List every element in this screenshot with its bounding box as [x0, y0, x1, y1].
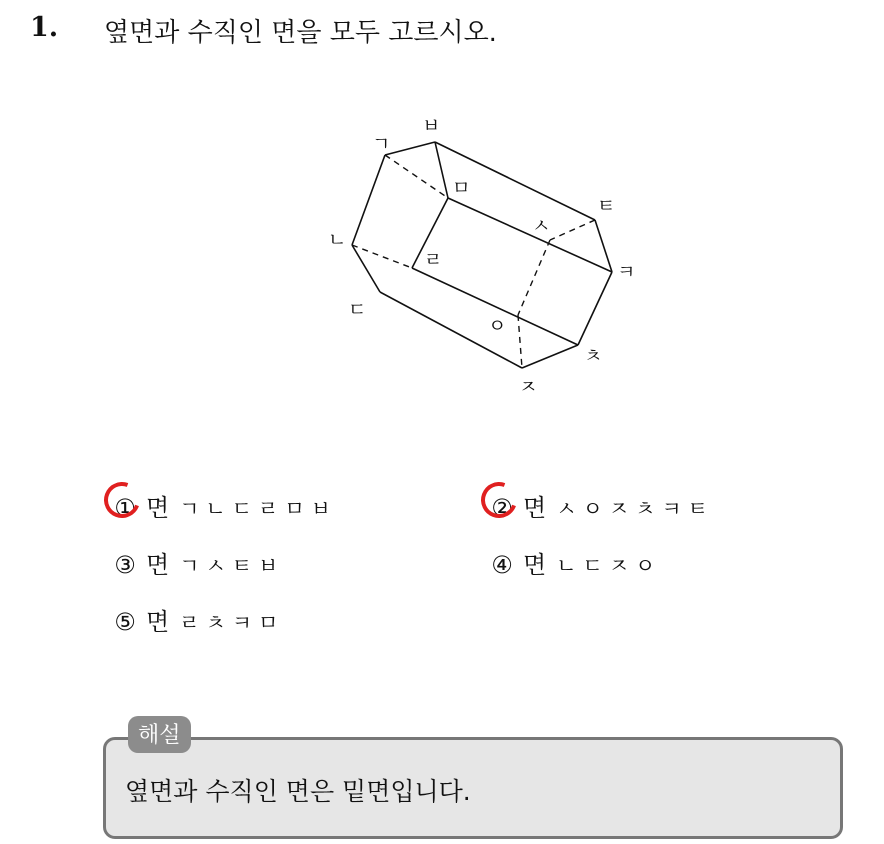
vertex-label-ch: ㅊ [584, 345, 603, 367]
edge-k-ch [578, 272, 612, 345]
choice-5[interactable] [110, 602, 284, 637]
explanation-tag: 해설 [128, 716, 191, 753]
choice-number: ① [114, 494, 136, 522]
vertex-label-n: ㄴ [328, 229, 347, 251]
choice-word: 면 [523, 551, 547, 579]
hidden-edge-o-j [518, 315, 522, 368]
vertex-label-g: ㄱ [372, 133, 391, 155]
hidden-edge-s-o [518, 240, 550, 315]
vertex-label-d: ㄷ [348, 299, 367, 321]
choice-word: 면 [146, 608, 170, 636]
vertex-label-k: ㅋ [617, 261, 636, 283]
choice-vertices: ㄱㅅㅌㅂ [179, 554, 285, 578]
edge-n-d [352, 245, 380, 292]
choice-word: 면 [146, 551, 170, 579]
question-number: 1. [30, 12, 59, 43]
choice-vertices: ㅅㅇㅈㅊㅋㅌ [556, 497, 714, 521]
vertex-label-o: ㅇ [488, 315, 507, 337]
choice-vertices: ㄱㄴㄷㄹㅁㅂ [179, 497, 337, 521]
explanation-text: 옆면과 수직인 면은 밑면입니다. [125, 777, 471, 806]
choice-number: ④ [491, 551, 513, 579]
choice-3[interactable] [110, 545, 284, 580]
edge-g-b [385, 142, 435, 155]
choice-word: 면 [523, 494, 547, 522]
vertex-label-s: ㅅ [532, 215, 551, 237]
choice-vertices: ㄹㅊㅋㅁ [179, 611, 285, 635]
choice-number: ⑤ [114, 608, 136, 636]
choice-4[interactable] [487, 545, 661, 580]
vertex-label-j: ㅈ [519, 376, 538, 398]
hexagonal-prism-figure [300, 110, 640, 410]
choice-number: ② [491, 494, 513, 522]
vertex-label-r: ㄹ [424, 249, 443, 271]
edge-g-n [352, 155, 385, 245]
hidden-edge-t-s [550, 220, 595, 240]
choice-vertices: ㄴㄷㅈㅇ [556, 554, 662, 578]
vertex-label-b: ㅂ [422, 115, 441, 137]
choice-word: 면 [146, 494, 170, 522]
choice-number: ③ [114, 551, 136, 579]
edge-m-k [448, 198, 612, 272]
hidden-edge-n-r [352, 245, 412, 268]
question-text: 옆면과 수직인 면을 모두 고르시오. [104, 18, 497, 48]
hidden-edge-g-m [385, 155, 448, 198]
edge-ch-j [522, 345, 578, 368]
vertex-label-t: ㅌ [597, 195, 616, 217]
choice-1[interactable] [110, 488, 337, 523]
edge-b-m [435, 142, 448, 198]
choice-2[interactable] [487, 488, 714, 523]
vertex-label-m: ㅁ [452, 177, 471, 199]
edge-t-k [595, 220, 612, 272]
